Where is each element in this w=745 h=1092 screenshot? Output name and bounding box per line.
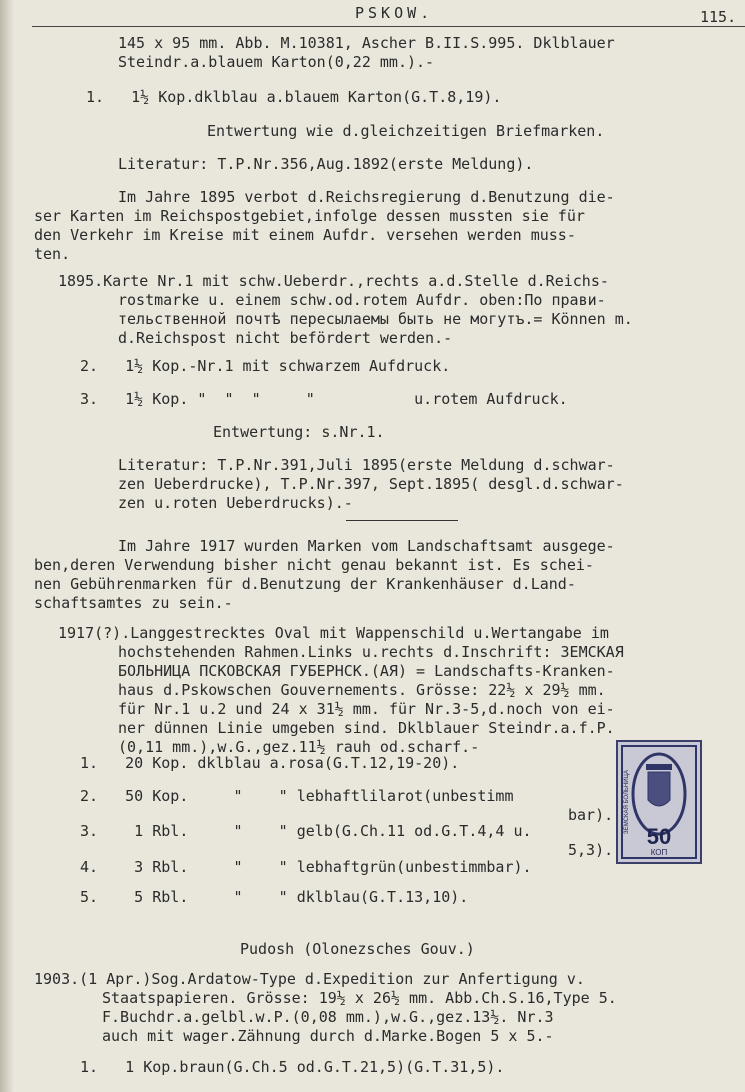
text-line: Staatspapieren. Grösse: 19½ x 26½ mm. Abb.Ch.S.16,Type 5. — [102, 989, 617, 1007]
section-heading: Pudosh (Olonezsches Gouv.) — [240, 940, 475, 958]
text-line: ten. — [34, 245, 71, 263]
text-line: schaftsamtes zu sein.- — [34, 594, 233, 612]
catalog-entry: 3. 1 Rbl. " " gelb(G.Ch.11 od.G.T.4,4 u. — [80, 822, 532, 840]
text-line: ner dünnen Linie umgeben sind. Dklblauer Steindr.a.f.P. — [118, 719, 615, 737]
section-heading: Entwertung: s.Nr.1. — [213, 423, 385, 441]
text-line: hochstehenden Rahmen.Links u.rechts d.Inschrift: ЗЕМСКАЯ — [118, 643, 624, 661]
text-line: тельственной почтѣ пересылаемы быть не могутъ.= Können m. — [118, 310, 633, 328]
text-line: F.Buchdr.a.gelbl.w.P.(0,08 mm.),w.G.,gez.13½. Nr.3 — [102, 1008, 554, 1026]
text-line: 1895.Karte Nr.1 mit schw.Ueberdr.,rechts a.d.Stelle d.Reichs- — [58, 272, 609, 290]
text-line: haus d.Pskowschen Gouvernements. Grösse: 22½ x 29½ mm. — [118, 681, 606, 699]
catalog-entry: 3. 1½ Kop. " " " " u.rotem Aufdruck. — [80, 390, 568, 408]
text-line: 5,3). — [568, 841, 614, 859]
text-line: für Nr.1 u.2 und 24 x 31½ mm. für Nr.3-5,d.noch von ei- — [118, 700, 615, 718]
catalog-entry: 2. 50 Kop. " " lebhaftlilarot(unbestimm — [80, 787, 514, 805]
catalog-entry: 4. 3 Rbl. " " lebhaftgrün(unbestimmbar). — [80, 858, 532, 876]
catalog-entry: 1. 20 Kop. dklblau a.rosa(G.T.12,19-20). — [80, 754, 460, 772]
text-line: (0,11 mm.),w.G.,gez.11½ rauh od.scharf.- — [118, 738, 480, 756]
text-line: Steindr.a.blauem Karton(0,22 mm.).- — [118, 53, 435, 71]
text-line: 1917(?).Langgestrecktes Oval mit Wappenschild u.Wertangabe im — [58, 624, 609, 642]
catalog-entry: 1. 1 Kop.braun(G.Ch.5 od.G.T.21,5)(G.T.31,5). — [80, 1058, 505, 1076]
page-number: 115. — [700, 8, 737, 26]
text-line: Im Jahre 1917 wurden Marken vom Landschaftsamt ausgege- — [118, 537, 615, 555]
text-line: ben,deren Verwendung bisher nicht genau bekannt ist. Es schei- — [34, 556, 594, 574]
text-line: bar). — [568, 806, 614, 824]
text-line: 145 x 95 mm. Abb. M.10381, Ascher B.II.S.995. Dklblauer — [118, 34, 615, 52]
text-line: zen u.roten Ueberdrucks).- — [118, 494, 353, 512]
stamp-inscription: ЗЕМСКАЯ БОЛЬНИЦА — [624, 770, 630, 834]
literature-line: Literatur: T.P.Nr.391,Juli 1895(erste Meldung d.schwar- — [118, 456, 615, 474]
binding-shadow — [0, 0, 14, 1092]
text-line: den Verkehr im Kreise mit einem Aufdr. versehen werden muss- — [34, 226, 576, 244]
section-heading: Entwertung wie d.gleichzeitigen Briefmarken. — [207, 122, 605, 140]
text-line: auch mit wager.Zähnung durch d.Marke.Bogen 5 x 5.- — [102, 1027, 554, 1045]
section-divider — [346, 520, 458, 521]
catalog-entry: 1. 1½ Kop.dklblau a.blauem Karton(G.T.8,19). — [86, 88, 502, 106]
text-line: Im Jahre 1895 verbot d.Reichsregierung d.Benutzung die- — [118, 188, 615, 206]
text-line: БОЛЬНИЦА ПСКОВСКАЯ ГУБЕРНСК.(АЯ) = Landschafts-Kranken- — [118, 662, 615, 680]
stamp-illustration — [618, 742, 700, 862]
text-line: d.Reichspost nicht befördert werden.- — [118, 329, 453, 347]
text-line: rostmarke u. einem schw.od.rotem Aufdr. oben:По прави- — [118, 291, 606, 309]
literature-line: Literatur: T.P.Nr.356,Aug.1892(erste Meldung). — [118, 155, 534, 173]
catalog-entry: 5. 5 Rbl. " " dklblau(G.T.13,10). — [80, 888, 469, 906]
text-line: 1903.(1 Apr.)Sog.Ardatow-Type d.Expedition zur Anfertigung v. — [34, 970, 585, 988]
page-header — [0, 4, 745, 24]
catalog-entry: 2. 1½ Kop.-Nr.1 mit schwarzem Aufdruck. — [80, 357, 451, 375]
text-line: zen Ueberdrucke), T.P.Nr.397, Sept.1895( desgl.d.schwar- — [118, 475, 624, 493]
stamp-image — [616, 740, 702, 864]
stamp-unit: КОП — [650, 848, 668, 857]
text-line: ser Karten im Reichspostgebiet,infolge dessen mussten sie für — [34, 207, 585, 225]
header-rule — [32, 26, 745, 27]
page-title: PSKOW. — [355, 4, 434, 22]
stamp-value: 50 — [646, 824, 672, 849]
text-line: nen Gebührenmarken für d.Benutzung der Krankenhäuser d.Land- — [34, 575, 576, 593]
